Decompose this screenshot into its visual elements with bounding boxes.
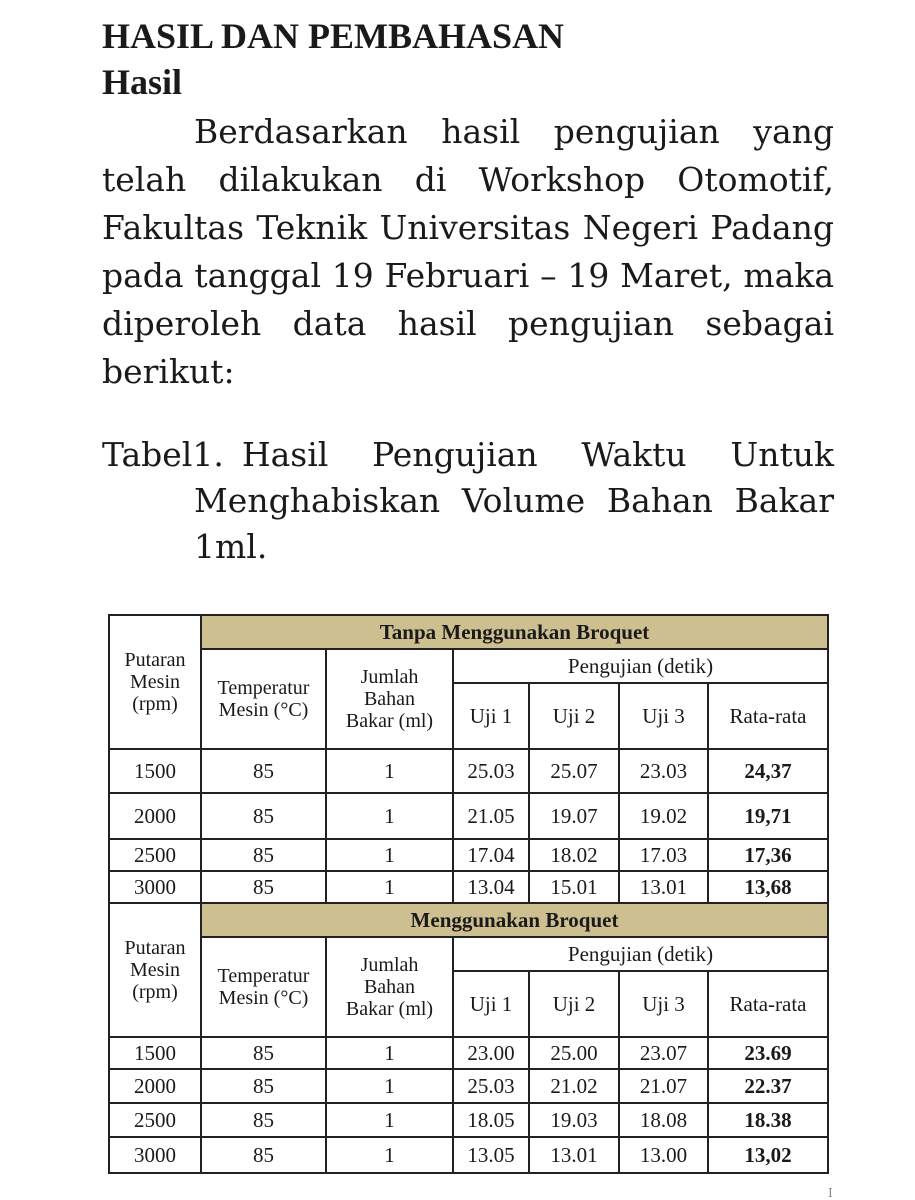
cell-temperature: 85 [201, 793, 326, 839]
header-line: (rpm) [132, 693, 178, 715]
header-temperatur [201, 649, 326, 749]
table-row [109, 1037, 828, 1069]
header-uji-3: Uji 3 [619, 971, 708, 1037]
cell-uji-2: 21.02 [529, 1069, 619, 1103]
header-line: Bakar (ml) [345, 710, 434, 732]
header-line: Jumlah [360, 954, 419, 976]
cell-temperature: 85 [201, 1137, 326, 1173]
section-title: Menggunakan Broquet [201, 903, 828, 937]
cell-temperature: 85 [201, 1103, 326, 1137]
cell-fuel-volume: 1 [326, 793, 453, 839]
cell-rpm: 3000 [109, 871, 201, 903]
cell-fuel-volume: 1 [326, 1103, 453, 1137]
header-line: Mesin (°C) [218, 699, 309, 721]
cell-fuel-volume: 1 [326, 1137, 453, 1173]
header-row [109, 937, 828, 971]
cell-uji-3: 19.02 [619, 793, 708, 839]
header-putaran-mesin [109, 615, 201, 749]
intro-paragraph: Berdasarkan hasil pengujian yang telah dilakukan di Workshop Otomotif, Fakultas Teknik Universitas Negeri Padang pada tanggal 19 Februari – 19 Maret, maka diperoleh data hasil pengujian sebagai berikut: [102, 112, 834, 391]
cell-uji-2: 25.07 [529, 749, 619, 793]
cell-average: 19,71 [708, 793, 828, 839]
header-uji-1: Uji 1 [453, 971, 529, 1037]
cell-average: 18.38 [708, 1103, 828, 1137]
header-row [109, 649, 828, 683]
cell-average: 22.37 [708, 1069, 828, 1103]
table-caption [102, 432, 834, 570]
cell-uji-3: 17.03 [619, 839, 708, 871]
cell-rpm: 3000 [109, 1137, 201, 1173]
cell-rpm: 1500 [109, 1037, 201, 1069]
cell-uji-3: 18.08 [619, 1103, 708, 1137]
section-title: Tanpa Menggunakan Broquet [201, 615, 828, 649]
table-row [109, 1103, 828, 1137]
header-temperatur [201, 937, 326, 1037]
subsection-heading: Hasil [102, 62, 183, 102]
cell-fuel-volume: 1 [326, 1037, 453, 1069]
cell-uji-1: 21.05 [453, 793, 529, 839]
cell-average: 23.69 [708, 1037, 828, 1069]
header-line: Mesin [130, 671, 180, 693]
header-line: Temperatur [217, 677, 310, 699]
header-line: Bahan [363, 688, 416, 710]
cell-uji-2: 13.01 [529, 1137, 619, 1173]
cell-uji-2: 19.03 [529, 1103, 619, 1137]
cell-temperature: 85 [201, 749, 326, 793]
header-uji-1: Uji 1 [453, 683, 529, 749]
header-putaran-mesin [109, 903, 201, 1037]
table-row [109, 839, 828, 871]
cell-rpm: 2500 [109, 839, 201, 871]
cell-temperature: 85 [201, 839, 326, 871]
section-title-row [109, 903, 828, 937]
header-uji-2: Uji 2 [529, 683, 619, 749]
cell-uji-1: 13.04 [453, 871, 529, 903]
table-row [109, 1137, 828, 1173]
cell-average: 17,36 [708, 839, 828, 871]
cell-average: 13,02 [708, 1137, 828, 1173]
cell-temperature: 85 [201, 1069, 326, 1103]
header-line: Mesin (°C) [218, 987, 309, 1009]
cell-rpm: 2000 [109, 793, 201, 839]
cell-uji-3: 13.01 [619, 871, 708, 903]
caption-number: 1. [192, 435, 224, 474]
cell-rpm: 1500 [109, 749, 201, 793]
cell-uji-1: 23.00 [453, 1037, 529, 1069]
cell-uji-1: 18.05 [453, 1103, 529, 1137]
caption-label: Tabel [102, 435, 193, 474]
cell-uji-1: 17.04 [453, 839, 529, 871]
section-heading: HASIL DAN PEMBAHASAN [102, 16, 565, 56]
header-jumlah-bahan-bakar [326, 649, 453, 749]
header-line: Putaran [124, 649, 186, 671]
header-pengujian: Pengujian (detik) [453, 649, 828, 683]
cell-rpm: 2500 [109, 1103, 201, 1137]
header-line: Putaran [124, 937, 186, 959]
cell-rpm: 2000 [109, 1069, 201, 1103]
caption-line1: Hasil Pengujian Waktu Untuk [241, 435, 834, 474]
header-line: Mesin [130, 959, 180, 981]
header-rata-rata: Rata-rata [708, 971, 828, 1037]
cell-uji-3: 23.03 [619, 749, 708, 793]
cell-uji-2: 18.02 [529, 839, 619, 871]
cell-uji-1: 13.05 [453, 1137, 529, 1173]
cell-fuel-volume: 1 [326, 749, 453, 793]
cell-uji-1: 25.03 [453, 749, 529, 793]
cell-average: 24,37 [708, 749, 828, 793]
table-row [109, 1069, 828, 1103]
cell-temperature: 85 [201, 871, 326, 903]
header-line: Bahan [363, 976, 416, 998]
caption-rest: Menghabiskan Volume Bahan Bakar 1ml. [194, 481, 834, 566]
header-uji-2: Uji 2 [529, 971, 619, 1037]
cell-uji-3: 23.07 [619, 1037, 708, 1069]
table-row [109, 793, 828, 839]
results-table [108, 614, 829, 1174]
header-rata-rata: Rata-rata [708, 683, 828, 749]
cell-uji-2: 19.07 [529, 793, 619, 839]
header-pengujian: Pengujian (detik) [453, 937, 828, 971]
cell-uji-3: 21.07 [619, 1069, 708, 1103]
table-row [109, 871, 828, 903]
cell-uji-3: 13.00 [619, 1137, 708, 1173]
section-title-row [109, 615, 828, 649]
cell-fuel-volume: 1 [326, 1069, 453, 1103]
cell-uji-2: 15.01 [529, 871, 619, 903]
header-uji-3: Uji 3 [619, 683, 708, 749]
cell-temperature: 85 [201, 1037, 326, 1069]
cell-average: 13,68 [708, 871, 828, 903]
cell-uji-2: 25.00 [529, 1037, 619, 1069]
cell-uji-1: 25.03 [453, 1069, 529, 1103]
table-row [109, 749, 828, 793]
header-line: Jumlah [360, 666, 419, 688]
header-line: Bakar (ml) [345, 998, 434, 1020]
cell-fuel-volume: 1 [326, 871, 453, 903]
header-line: Temperatur [217, 965, 310, 987]
header-jumlah-bahan-bakar [326, 937, 453, 1037]
header-line: (rpm) [132, 981, 178, 1003]
scan-artifact: I [828, 1186, 833, 1200]
cell-fuel-volume: 1 [326, 839, 453, 871]
